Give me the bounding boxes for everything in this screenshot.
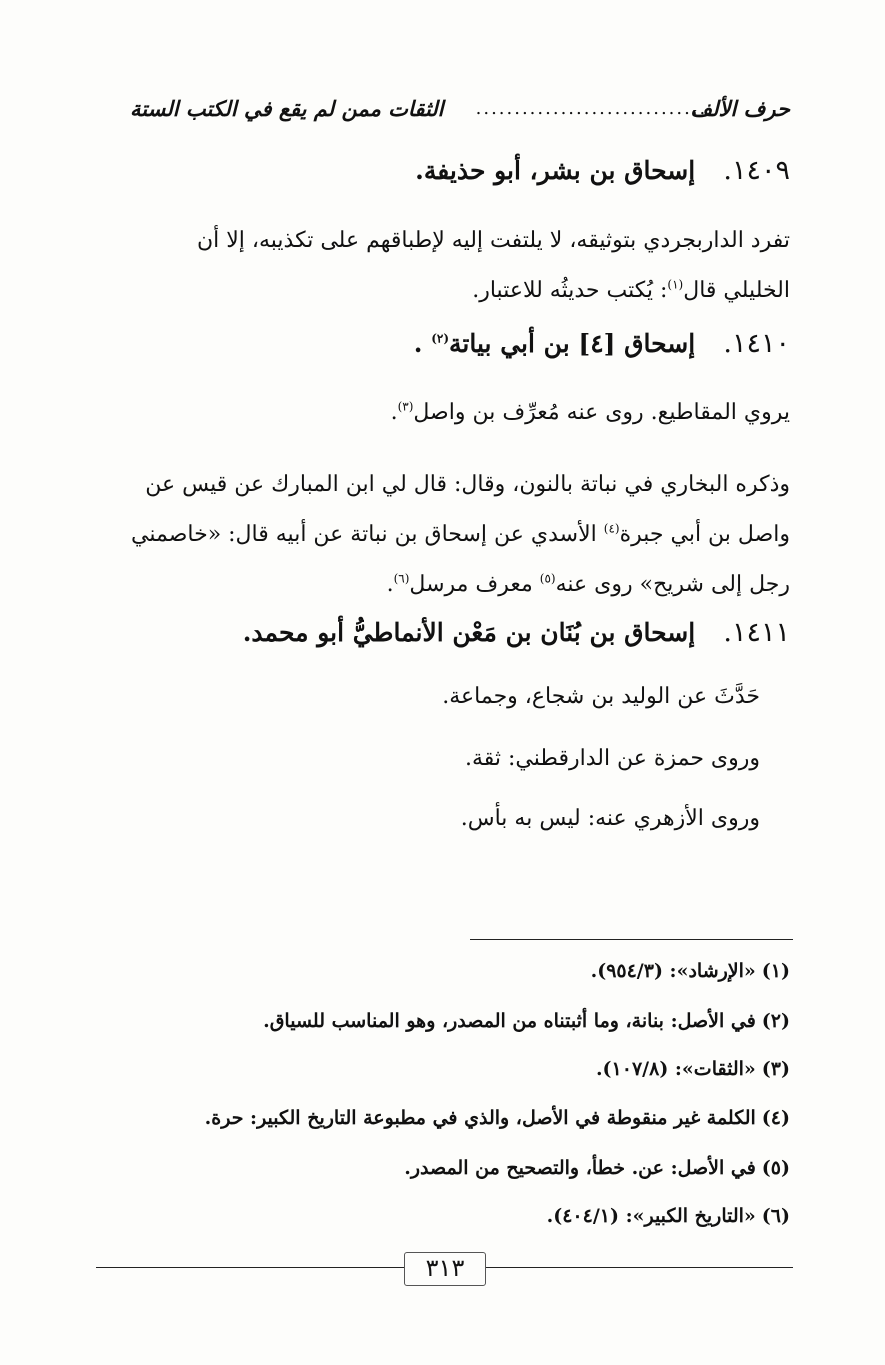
footnote-ref: (٦): [393, 571, 410, 586]
paragraph-line: الخليلي قال$^{(١)}$: يُكتب حديثُه للاعتبار.: [472, 277, 790, 303]
footnote-ref: (١): [667, 277, 684, 292]
footnote-ref: (٥): [539, 571, 556, 586]
footnote-separator: [470, 939, 793, 940]
entry-title: إسحاق بن بشر، أبو حذيفة.: [415, 156, 696, 185]
entry-number: ١٤١٠.: [723, 328, 790, 359]
footnote-ref: (٣): [397, 399, 414, 414]
footnote-number: (٦): [761, 1205, 790, 1227]
footnote: (٢)في الأصل: بنانة، وما أثبتناه من المصدر، وهو المناسب للسياق.: [263, 1010, 790, 1032]
chapter-title: حرف الألف: [690, 96, 790, 121]
footnote-number: (٥): [761, 1157, 790, 1179]
footnote: (٦)«التاريخ الكبير»: (٤٠٤/١).: [546, 1205, 790, 1227]
footnote-ref: (٢): [431, 331, 450, 346]
footnote: (٤)الكلمة غير منقوطة في الأصل، والذي في مطبوعة التاريخ الكبير: حرة.: [204, 1107, 790, 1129]
entry-number: ١٤١١.: [723, 617, 790, 648]
footnote: (٣)«الثقات»: (١٠٧/٨).: [595, 1058, 790, 1080]
entry-heading-1410: [414, 328, 790, 359]
entry-number: ١٤٠٩.: [723, 155, 790, 186]
footnote-number: (٣): [761, 1058, 790, 1080]
entry-heading-1411: [243, 617, 790, 648]
footnote: (١)«الإرشاد»: (٩٥٤/٣).: [590, 960, 790, 982]
paragraph-line: وروى الأزهري عنه: ليس به بأس.: [460, 806, 760, 831]
footnote: (٥)في الأصل: عن. خطأ، والتصحيح من المصدر.: [404, 1157, 790, 1179]
book-title: الثقات ممن لم يقع في الكتب الستة: [130, 96, 444, 121]
paragraph-line: حَدَّثَ عن الوليد بن شجاع، وجماعة.: [442, 684, 760, 709]
footnote-number: (٤): [761, 1107, 790, 1129]
paragraph-line: وذكره البخاري في نباتة بالنون، وقال: قال لي ابن المبارك عن قيس عن: [145, 472, 790, 497]
paragraph-line: تفرد الداربجردي بتوثيقه، لا يلتفت إليه لإطباقهم على تكذيبه، إلا أن: [196, 228, 790, 253]
paragraph-line: رجل إلى شريح» روى عنه$^{(٥)}$ معرف مرسل$^{(٦)}$.: [386, 571, 790, 597]
footnote-number: (١): [761, 960, 790, 982]
footnote-number: (٢): [761, 1010, 790, 1032]
paragraph-line: يروي المقاطيع. روى عنه مُعرِّف بن واصل$^{(٣)}$.: [390, 399, 790, 425]
header-leader-dots: ...............................: [475, 98, 715, 119]
footnote-ref: (٤): [603, 521, 620, 536]
paragraph-line: وروى حمزة عن الدارقطني: ثقة.: [464, 746, 760, 771]
paragraph-line: واصل بن أبي جبرة$^{(٤)}$ الأسدي عن إسحاق بن نباتة عن أبيه قال: «خاصمني: [131, 521, 790, 547]
page-number: ٣١٣: [404, 1252, 486, 1286]
entry-title: إسحاق بن بُنَان بن مَعْن الأنماطيُّ أبو محمد.: [242, 618, 696, 647]
entry-title: إسحاق [٤] بن أبي بياتة$^{(٢)}$ .: [413, 329, 696, 358]
entry-heading-1409: [415, 155, 790, 186]
running-header: [130, 96, 790, 132]
